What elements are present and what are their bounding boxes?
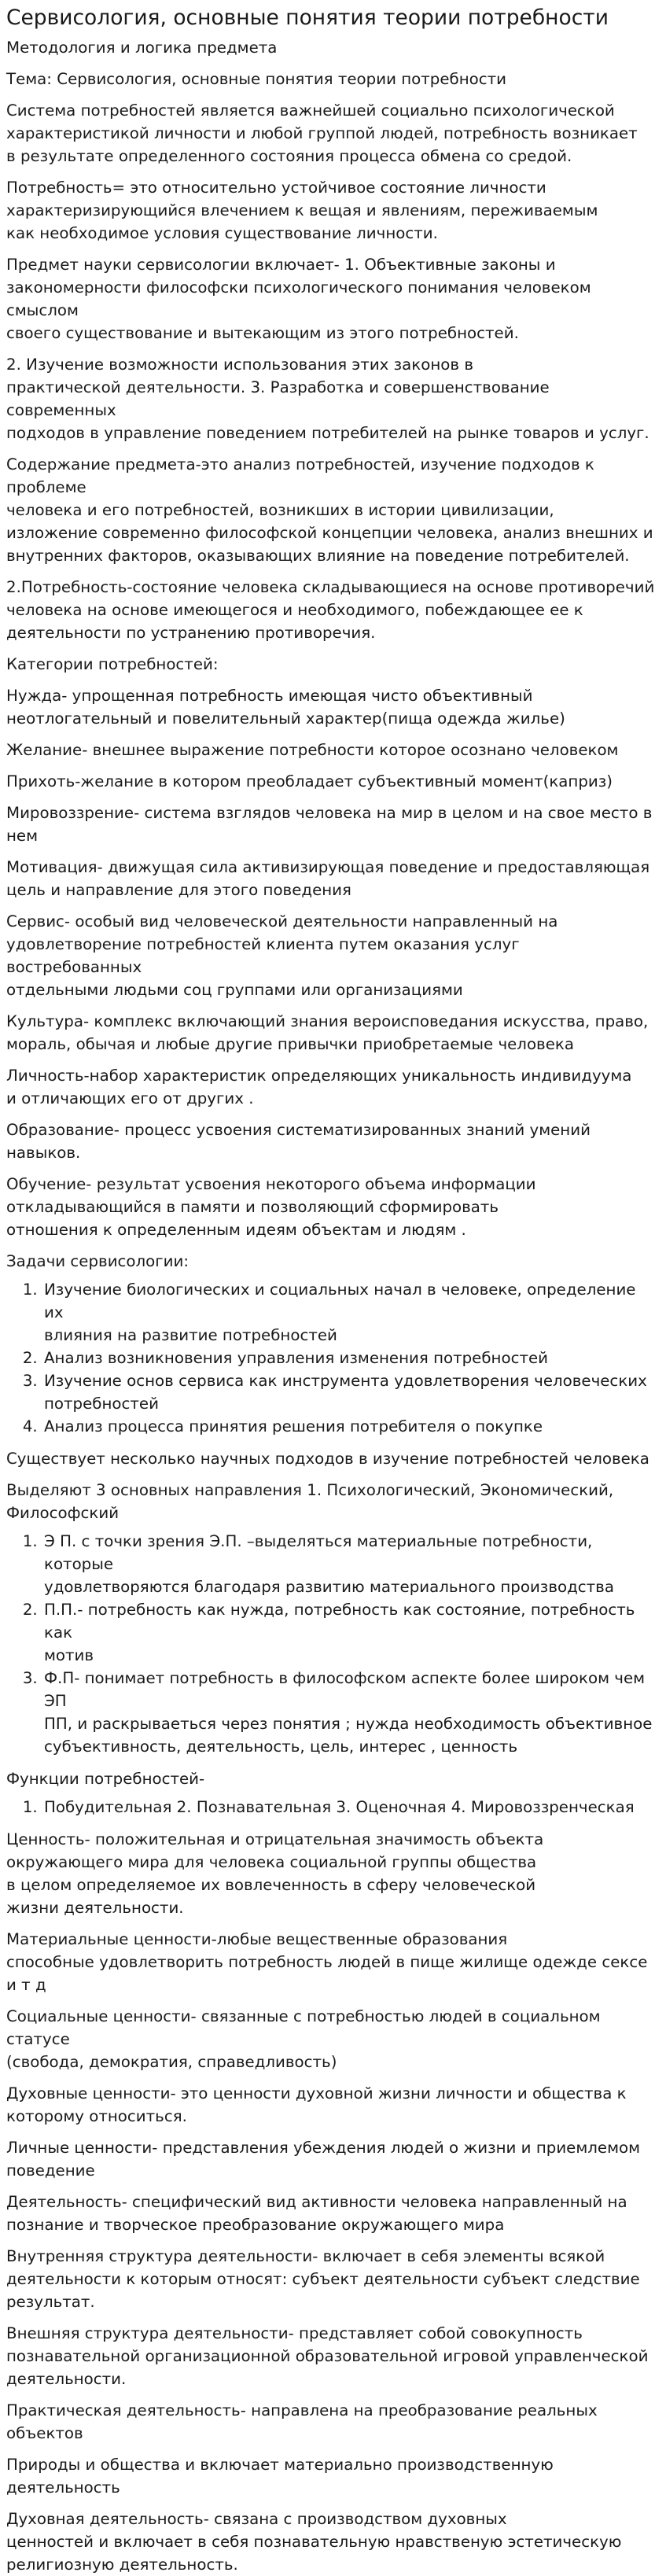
paragraph-nature-society: Природы и общества и включает материально производственную деятельность xyxy=(6,2456,554,2497)
paragraph-methodology: Методология и логика предмета xyxy=(6,39,278,57)
paragraph-topic: Тема: Сервисология, основные понятия теории потребности xyxy=(6,70,506,88)
paragraph-practical-activity: Практическая деятельность- направлена на преобразование реальных объектов xyxy=(6,2401,598,2442)
page-title: Сервисология, основные понятия теории потребности xyxy=(6,6,609,30)
list-item: 1. Изучение биологических и социальных начал в человеке, определение их влияния на развитие потребностей xyxy=(42,1278,658,1347)
list-item: 2. Анализ возникновения управления изменения потребностей xyxy=(42,1347,658,1369)
paragraph-personality: Личность-набор характеристик определяющих уникальность индивидуума и отличающих его от других . xyxy=(6,1067,632,1107)
tasks-list xyxy=(6,1278,658,1438)
directions-list xyxy=(6,1530,658,1758)
paragraph-external-structure: Внешняя структура деятельности- представляет собой совокупность познавательной организационной образовательной игровой управленческой деятельности. xyxy=(6,2324,649,2388)
paragraph-subject: Предмет науки сервисологии включает- 1. Объективные законы и закономерности философски психологического понимания человеком смыслом своего существование и вытекающим из этого потребностей. xyxy=(6,256,591,342)
paragraph-worldview: Мировоззрение- система взглядов человека на мир в целом и на свое место в нем xyxy=(6,804,653,845)
paragraph-motivation: Мотивация- движущая сила активизирующая поведение и предоставляющая цель и направление для этого поведения xyxy=(6,858,650,899)
paragraph-necessity: Нужда- упрощенная потребность имеющая чисто объективный неотлогательный и повелительный характер(пища одежда жилье) xyxy=(6,687,565,728)
list-item: 3. Изучение основ сервиса как инструмента удовлетворения человеческих потребностей xyxy=(42,1369,658,1415)
paragraph-social-values: Социальные ценности- связанные с потребностью людей в социальном статусе (свобода, демократия, справедливость) xyxy=(6,2007,601,2071)
paragraph-approaches: Существует несколько научных подходов в изучение потребностей человека xyxy=(6,1450,649,1468)
paragraph-needs-system: Система потребностей является важнейшей социально психологической характеристикой личности и любой группой людей, потребность возникает в результате определенного состояния процесса обмена со средой. xyxy=(6,101,638,165)
paragraph-education: Образование- процесс усвоения систематизированных знаний умений навыков. xyxy=(6,1121,591,1162)
paragraph-functions-heading: Функции потребностей- xyxy=(6,1770,205,1788)
paragraph-need-state: 2.Потребность-состояние человека складывающиеся на основе противоречий человека на основе имеющегося и необходимого, побеждающее ее к деятельности по устранению противоречия. xyxy=(6,578,655,642)
functions-list xyxy=(6,1796,658,1819)
paragraph-internal-structure: Внутренняя структура деятельности- включает в себя элементы всякой деятельности к которым относят: субъект деятельности субъект следствие результат. xyxy=(6,2247,640,2311)
paragraph-spiritual-values: Духовные ценности- это ценности духовной жизни личности и общества к которому относиться. xyxy=(6,2084,627,2125)
paragraph-whim: Прихоть-желание в котором преобладает субъективный момент(каприз) xyxy=(6,772,613,790)
paragraph-tasks-heading: Задачи сервисологии: xyxy=(6,1252,189,1270)
list-item: 2. П.П.- потребность как нужда, потребность как состояние, потребность как мотив xyxy=(42,1598,658,1667)
paragraph-subject-continued: 2. Изучение возможности использования этих законов в практической деятельности. 3. Разработка и совершенствование современных подходов в управление поведением потребителей на рынке товаров и услуг. xyxy=(6,356,649,442)
paragraph-value: Ценность- положительная и отрицательная значимость объекта окружающего мира для человека социальной группы общества в целом определяемое их вовлеченность в сферу человеческой жизни деятельности. xyxy=(6,1830,544,1917)
paragraph-activity: Деятельность- специфический вид активности человека направленный на познание и творческое преобразование окружающего мира xyxy=(6,2193,627,2234)
list-item: 1. Побудительная 2. Познавательная 3. Оценочная 4. Мировоззренческая xyxy=(42,1796,658,1819)
paragraph-learning: Обучение- результат усвоения некоторого объема информации откладывающийся в памяти и позволяющий сформировать отношения к определенным идеям объектам и людям . xyxy=(6,1175,536,1239)
paragraph-spiritual-activity: Духовная деятельность- связана с производством духовных ценностей и включает в себя познавательную нравственую эстетическую религиозную деятельность. xyxy=(6,2510,622,2574)
paragraph-need-definition: Потребность= это относительно устойчивое состояние личности характеризирующийся влечением к вещая и явлениям, переживаемым как необходимое условия существование личности. xyxy=(6,179,598,242)
paragraph-categories-heading: Категории потребностей: xyxy=(6,655,219,673)
list-item: 4. Анализ процесса принятия решения потребителя о покупке xyxy=(42,1415,658,1438)
paragraph-service: Сервис- особый вид человеческой деятельности направленный на удовлетворение потребностей клиента путем оказания услуг востребованных отдельными людьми соц группами или организациями xyxy=(6,912,558,999)
paragraph-personal-values: Личные ценности- представления убеждения людей о жизни и приемлемом поведение xyxy=(6,2139,641,2180)
paragraph-material-values: Материальные ценности-любые вещественные образования способные удовлетворить потребность людей в пище жилище одежде сексе и т д xyxy=(6,1930,648,1994)
paragraph-directions: Выделяют 3 основных направления 1. Психологический, Экономический, Философский xyxy=(6,1481,614,1522)
list-item: 3. Ф.П- понимает потребность в философском аспекте более широком чем ЭП ПП, и раскрываеться через понятия ; нужда необходимость объективное субъективность, деятельность, цель, интерес , ценность xyxy=(42,1667,658,1758)
paragraph-culture: Культура- комплекс включающий знания вероисповедания искусства, право, мораль, обычая и любые другие привычки приобретаемые человека xyxy=(6,1012,649,1053)
paragraph-desire: Желание- внешнее выражение потребности которое осознано человеком xyxy=(6,741,619,759)
list-item: 1. Э П. с точки зрения Э.П. –выделяться материальные потребности, которые удовлетворяются благодаря развитию материального производства xyxy=(42,1530,658,1598)
paragraph-content: Содержание предмета-это анализ потребностей, изучение подходов к проблеме человека и его потребностей, возникших в истории цивилизации, изложение современно философской концепции человека, анализ внешних и внутренних факторов, оказывающих влияние на поведение потребителей. xyxy=(6,455,653,565)
